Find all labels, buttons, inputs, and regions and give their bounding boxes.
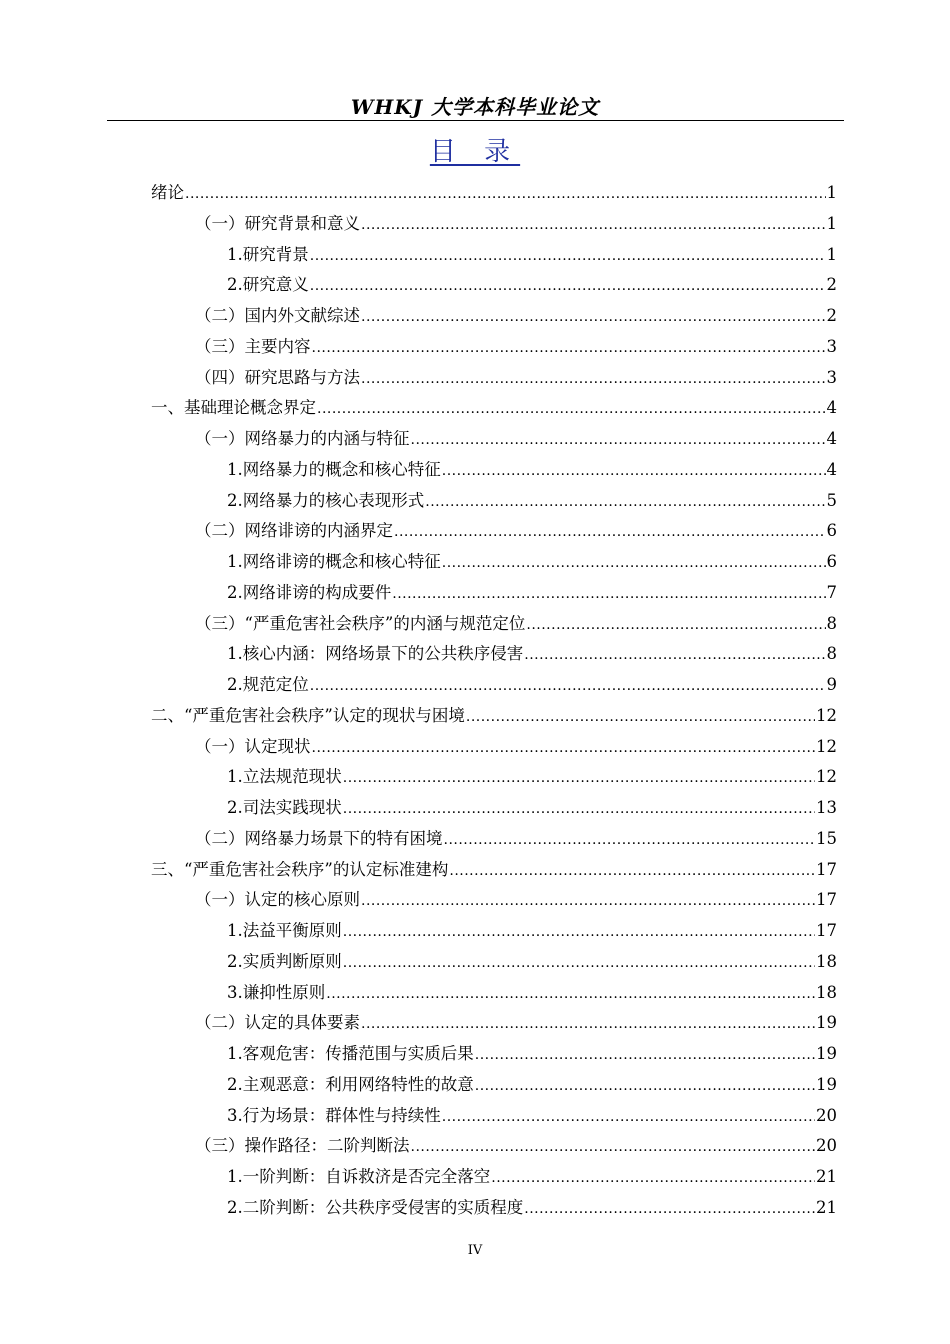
toc-entry-page-number: 1 bbox=[826, 244, 837, 264]
toc-entry-level-3[interactable] bbox=[151, 1039, 837, 1070]
toc-entry-text: 1.法益平衡原则 bbox=[227, 921, 342, 940]
toc-entry-page-number: 13 bbox=[816, 798, 837, 817]
dot-leader bbox=[425, 487, 825, 518]
toc-entry-page-number: 2 bbox=[826, 275, 837, 295]
dot-leader bbox=[185, 179, 826, 210]
toc-entry-level-2[interactable] bbox=[151, 332, 837, 363]
toc-entry-page-number: 18 bbox=[816, 982, 837, 1002]
dot-leader bbox=[442, 456, 826, 487]
toc-entry-text: 3.行为场景：群体性与持续性 bbox=[227, 1105, 441, 1125]
toc-entry-page-number: 8 bbox=[826, 644, 837, 664]
toc-entry-page-number: 8 bbox=[826, 613, 837, 633]
dot-leader bbox=[361, 364, 826, 395]
dot-leader bbox=[310, 241, 826, 272]
page-number-footer: IV bbox=[467, 1243, 483, 1258]
toc-entry-level-3[interactable] bbox=[151, 1193, 837, 1224]
toc-entry-level-2[interactable] bbox=[151, 1008, 837, 1039]
toc-entry-level-3[interactable] bbox=[151, 270, 837, 301]
toc-entry-page-number: 1 bbox=[826, 213, 837, 233]
dot-leader bbox=[524, 1194, 815, 1225]
toc-entry-text: 三、“严重危害社会秩序”的认定标准建构 bbox=[151, 859, 449, 879]
toc-entry-page-number: 3 bbox=[826, 367, 837, 387]
toc-title-text: 目 录 bbox=[429, 137, 521, 167]
toc-entry-text: 2.网络诽谤的构成要件 bbox=[227, 582, 392, 602]
dot-leader bbox=[361, 886, 815, 917]
toc-entry-level-2[interactable] bbox=[151, 209, 837, 240]
toc-entry-text: 1.网络诽谤的概念和核心特征 bbox=[227, 552, 441, 571]
dot-leader bbox=[343, 794, 815, 825]
toc-entry-page-number: 20 bbox=[816, 1105, 837, 1125]
dot-leader bbox=[411, 425, 826, 456]
dot-leader bbox=[524, 640, 825, 671]
toc-entry-level-2[interactable] bbox=[151, 609, 837, 640]
toc-entry-level-3[interactable] bbox=[151, 978, 837, 1009]
dot-leader bbox=[442, 1102, 815, 1133]
toc-entry-page-number: 15 bbox=[816, 828, 837, 848]
toc-entry-text: 2.研究意义 bbox=[227, 275, 309, 295]
toc-entry-level-3[interactable] bbox=[151, 1101, 837, 1132]
toc-entry-page-number: 1 bbox=[826, 183, 837, 202]
toc-entry-page-number: 2 bbox=[826, 306, 837, 325]
toc-entry-level-1[interactable] bbox=[151, 178, 837, 209]
toc-entry-page-number: 20 bbox=[816, 1136, 837, 1156]
toc-entry-page-number: 18 bbox=[816, 951, 837, 971]
toc-entry-text: （二）认定的具体要素 bbox=[195, 1013, 360, 1033]
toc-entry-level-1[interactable] bbox=[151, 855, 837, 886]
header-rule bbox=[107, 120, 844, 121]
toc-entry-text: 2.规范定位 bbox=[227, 675, 309, 694]
toc-entry-level-3[interactable] bbox=[151, 916, 837, 947]
toc-entry-text: （一）研究背景和意义 bbox=[195, 213, 360, 233]
dot-leader bbox=[361, 210, 826, 241]
toc-entry-level-2[interactable] bbox=[151, 301, 837, 332]
toc-entry-level-3[interactable] bbox=[151, 578, 837, 609]
toc-entry-page-number: 4 bbox=[826, 398, 837, 418]
dot-leader bbox=[317, 394, 826, 425]
toc-entry-text: 1.研究背景 bbox=[227, 244, 309, 264]
toc-entry-text: 1.网络暴力的概念和核心特征 bbox=[227, 459, 441, 479]
toc-entry-text: （三）主要内容 bbox=[195, 336, 311, 356]
toc-entry-level-2[interactable] bbox=[151, 516, 837, 547]
toc-entry-level-3[interactable] bbox=[151, 547, 837, 578]
dot-leader bbox=[442, 548, 826, 579]
toc-entry-level-2[interactable] bbox=[151, 1131, 837, 1162]
toc-entry-level-3[interactable] bbox=[151, 670, 837, 701]
toc-entry-text: 1.客观危害：传播范围与实质后果 bbox=[227, 1044, 474, 1063]
toc-title[interactable] bbox=[0, 131, 950, 168]
toc-entry-text: （三）操作路径：二阶判断法 bbox=[195, 1136, 410, 1156]
toc-entry-text: 3.谦抑性原则 bbox=[227, 982, 326, 1002]
toc-entry-page-number: 17 bbox=[816, 921, 837, 940]
toc-entry-page-number: 4 bbox=[826, 429, 837, 448]
dot-leader bbox=[361, 302, 826, 333]
toc-entry-text: 2.主观恶意：利用网络特性的故意 bbox=[227, 1074, 474, 1094]
toc-entry-text: （三）“严重危害社会秩序”的内涵与规范定位 bbox=[195, 613, 526, 633]
toc-entry-text: 1.立法规范现状 bbox=[227, 767, 342, 787]
toc-entry-page-number: 6 bbox=[826, 521, 837, 541]
dot-leader bbox=[394, 517, 826, 548]
toc-entry-text: （一）网络暴力的内涵与特征 bbox=[195, 429, 410, 448]
toc-entry-level-1[interactable] bbox=[151, 393, 837, 424]
toc-entry-text: （一）认定的核心原则 bbox=[195, 890, 360, 910]
dot-leader bbox=[491, 1163, 815, 1194]
dot-leader bbox=[392, 579, 825, 610]
toc-entry-text: 2.司法实践现状 bbox=[227, 798, 342, 817]
toc-entry-page-number: 4 bbox=[826, 459, 837, 479]
toc-entry-page-number: 12 bbox=[816, 736, 837, 756]
toc-entry-page-number: 17 bbox=[816, 890, 837, 910]
toc-entry-level-3[interactable] bbox=[151, 455, 837, 486]
dot-leader bbox=[475, 1040, 815, 1071]
toc-entry-text: 一、基础理论概念界定 bbox=[151, 398, 316, 418]
dot-leader bbox=[343, 948, 815, 979]
running-header-title: WHKJ 大学本科毕业论文 bbox=[350, 95, 600, 119]
toc-entry-text: 2.实质判断原则 bbox=[227, 951, 342, 971]
toc-entry-level-3[interactable] bbox=[151, 1070, 837, 1101]
toc-entry-page-number: 6 bbox=[826, 552, 837, 571]
toc-entry-page-number: 21 bbox=[816, 1197, 837, 1217]
toc-entry-level-2[interactable] bbox=[151, 363, 837, 394]
toc-entry-page-number: 5 bbox=[826, 490, 837, 510]
dot-leader bbox=[343, 763, 815, 794]
toc-entry-level-1[interactable] bbox=[151, 701, 837, 732]
toc-entry-text: （二）网络暴力场景下的特有困境 bbox=[195, 828, 443, 848]
toc-entry-level-3[interactable] bbox=[151, 762, 837, 793]
toc-entry-text: 绪论 bbox=[151, 183, 184, 202]
toc-entry-text: （一）认定现状 bbox=[195, 736, 311, 756]
toc-entry-text: 二、“严重危害社会秩序”认定的现状与困境 bbox=[151, 705, 465, 725]
table-of-contents bbox=[151, 178, 837, 1224]
toc-entry-level-2[interactable] bbox=[151, 824, 837, 855]
toc-entry-text: （二）网络诽谤的内涵界定 bbox=[195, 521, 393, 541]
toc-entry-page-number: 12 bbox=[816, 767, 837, 787]
dot-leader bbox=[475, 1071, 815, 1102]
dot-leader bbox=[343, 917, 815, 948]
toc-entry-level-2[interactable] bbox=[151, 732, 837, 763]
toc-entry-page-number: 19 bbox=[816, 1013, 837, 1033]
toc-entry-text: 1.核心内涵：网络场景下的公共秩序侵害 bbox=[227, 644, 524, 664]
toc-entry-page-number: 9 bbox=[826, 675, 837, 694]
dot-leader bbox=[312, 733, 816, 764]
dot-leader bbox=[310, 671, 826, 702]
dot-leader bbox=[449, 856, 815, 887]
toc-entry-level-3[interactable] bbox=[151, 793, 837, 824]
toc-entry-level-2[interactable] bbox=[151, 424, 837, 455]
toc-entry-page-number: 12 bbox=[816, 705, 837, 725]
toc-entry-level-3[interactable] bbox=[151, 240, 837, 271]
dot-leader bbox=[466, 702, 815, 733]
toc-entry-level-3[interactable] bbox=[151, 486, 837, 517]
toc-entry-text: 2.二阶判断：公共秩序受侵害的实质程度 bbox=[227, 1197, 524, 1217]
toc-entry-level-3[interactable] bbox=[151, 947, 837, 978]
toc-entry-page-number: 17 bbox=[816, 859, 837, 879]
dot-leader bbox=[526, 610, 825, 641]
dot-leader bbox=[326, 979, 815, 1010]
toc-entry-page-number: 7 bbox=[826, 582, 837, 602]
toc-entry-page-number: 21 bbox=[816, 1167, 837, 1186]
toc-entry-text: （二）国内外文献综述 bbox=[195, 306, 360, 325]
dot-leader bbox=[361, 1009, 815, 1040]
dot-leader bbox=[312, 333, 826, 364]
toc-entry-text: 1.一阶判断：自诉救济是否完全落空 bbox=[227, 1167, 491, 1186]
toc-entry-level-2[interactable] bbox=[151, 885, 837, 916]
toc-entry-page-number: 19 bbox=[816, 1044, 837, 1063]
toc-entry-page-number: 3 bbox=[826, 336, 837, 356]
toc-entry-text: 2.网络暴力的核心表现形式 bbox=[227, 490, 425, 510]
dot-leader bbox=[310, 271, 826, 302]
dot-leader bbox=[411, 1132, 816, 1163]
toc-entry-level-3[interactable] bbox=[151, 1162, 837, 1193]
toc-entry-level-3[interactable] bbox=[151, 639, 837, 670]
toc-entry-text: （四）研究思路与方法 bbox=[195, 367, 360, 387]
toc-entry-page-number: 19 bbox=[816, 1074, 837, 1094]
dot-leader bbox=[444, 825, 816, 856]
